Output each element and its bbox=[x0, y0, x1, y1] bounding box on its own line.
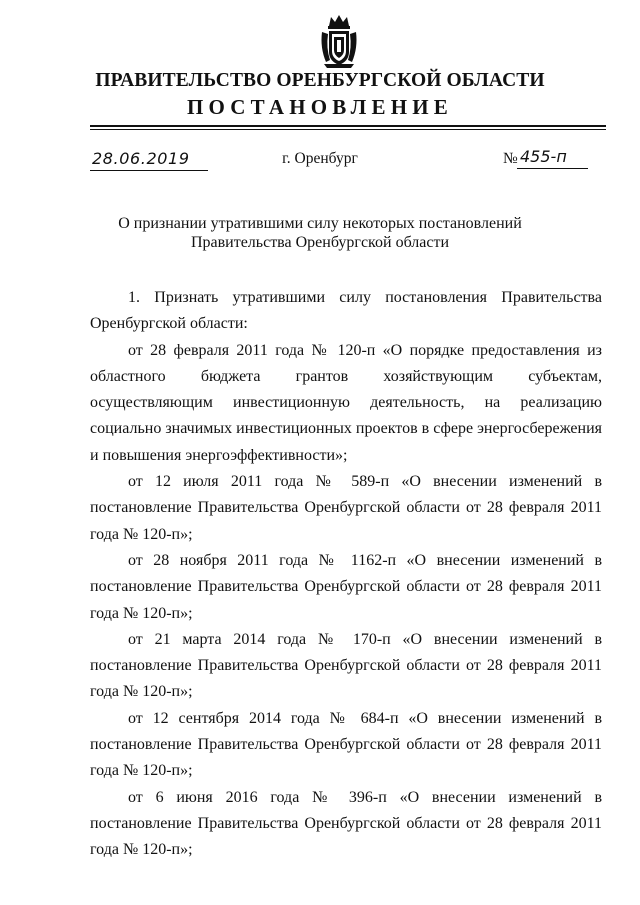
title-line: О признании утратившими силу некоторых постановлений bbox=[118, 215, 522, 232]
paragraph: 1. Признать утратившими силу постановления Правительства Оренбургской области: bbox=[90, 289, 602, 333]
paragraph: от 6 июня 2016 года № 396-п «О внесении изменений в постановление Правительства Оренбургской области от 28 февраля 2011 года № 120-п»; bbox=[90, 788, 602, 859]
paragraph: от 28 февраля 2011 года № 120-п «О порядке предоставления из областного бюджета грантов хозяйствующим субъектам, осуществляющим инвестиционную деятельность, на реализацию социально значимых инвестиционных проектов в сфере энергосбережения и повышения энергоэффективности»; bbox=[90, 341, 603, 464]
coat-of-arms-icon bbox=[318, 12, 360, 70]
paragraph: от 12 сентября 2014 года № 684-п «О внесении изменений в постановление Правительства Оренбургской области от 28 февраля 2011 года № 120-п»; bbox=[90, 709, 602, 780]
document-date: 28.06.2019 bbox=[90, 148, 208, 171]
header-divider-thin bbox=[90, 129, 606, 130]
document-type: ПОСТАНОВЛЕНИЕ bbox=[186, 95, 454, 119]
document-title bbox=[0, 214, 640, 252]
header-divider-thick bbox=[90, 125, 606, 127]
document-number: 455-п bbox=[517, 146, 588, 169]
paragraph: от 12 июля 2011 года № 589-п «О внесении изменений в постановление Правительства Оренбургской области от 28 февраля 2011 года № 120-п»; bbox=[90, 473, 602, 543]
document-city: г. Оренбург bbox=[282, 150, 358, 167]
title-line: Правительства Оренбургской области bbox=[190, 234, 450, 251]
paragraph: от 28 ноября 2011 года № 1162-п «О внесении изменений в постановление Правительства Оренбургской области от 28 февраля 2011 года № 120-п»; bbox=[90, 551, 602, 622]
paragraph: от 21 марта 2014 года № 170-п «О внесении изменений в постановление Правительства Оренбургской области от 28 февраля 2011 года № 120-п»; bbox=[90, 630, 602, 701]
document-body bbox=[90, 285, 602, 864]
government-name: ПРАВИТЕЛЬСТВО ОРЕНБУРГСКОЙ ОБЛАСТИ bbox=[95, 70, 545, 91]
number-label: № bbox=[503, 150, 518, 167]
